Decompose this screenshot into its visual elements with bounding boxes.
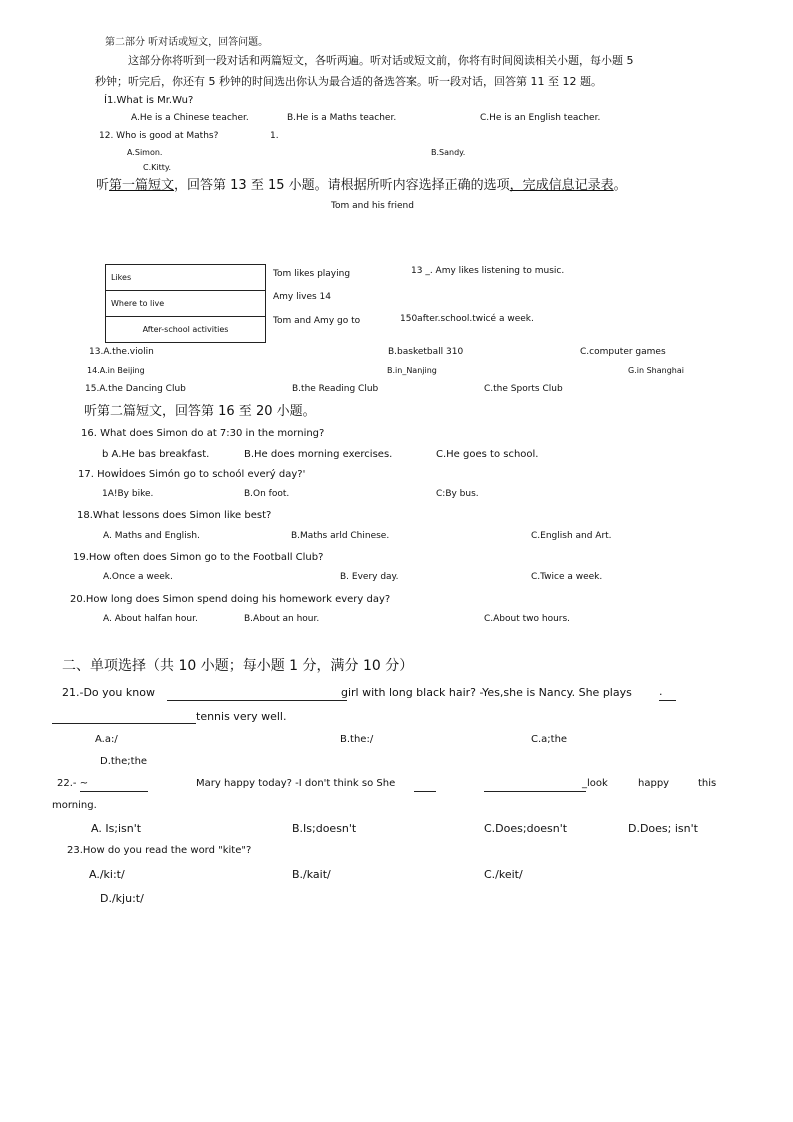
q18-option-a[interactable]: A. Maths and English. bbox=[103, 531, 200, 541]
table-row bbox=[106, 317, 266, 343]
q16-stem: 16. What does Simon do at 7:30 in the morning? bbox=[81, 428, 325, 439]
q22-option-b[interactable]: B.Is;doesn't bbox=[292, 822, 357, 835]
q22-text-part2: Mary happy today? -I don't think so She bbox=[196, 778, 396, 789]
q11-stem: Í1.What is Mr.Wu? bbox=[104, 95, 194, 106]
q15-option-c[interactable]: C.the Sports Club bbox=[484, 384, 563, 394]
q20-stem: 20.How long does Simon spend doing his homework every day? bbox=[70, 594, 391, 605]
q22-text-part4: happy bbox=[638, 778, 670, 789]
q16-option-b[interactable]: B.He does morning exercises. bbox=[244, 449, 393, 460]
q14-option-b[interactable]: B.in_Nanjing bbox=[387, 366, 437, 375]
q17-option-c[interactable]: C:By bus. bbox=[436, 489, 479, 499]
q17-option-a[interactable]: 1A!By bike. bbox=[102, 489, 154, 499]
q22-blank-3[interactable] bbox=[484, 791, 586, 792]
q13-option-c[interactable]: C.computer games bbox=[580, 347, 666, 357]
passage1-instr-part1: 听 bbox=[96, 178, 110, 193]
q11-option-a[interactable]: A.He is a Chinese teacher. bbox=[131, 113, 249, 123]
q17-stem: 17. Howİdoes Simón go to schoól everý day?' bbox=[78, 469, 306, 480]
q13-option-b[interactable]: B.basketball 310 bbox=[388, 347, 464, 357]
table-row bbox=[106, 265, 266, 291]
q21-option-a[interactable]: A.a:/ bbox=[95, 734, 118, 745]
q19-stem: 19.How often does Simon go to the Football Club? bbox=[73, 552, 324, 563]
q20-option-c[interactable]: C.About two hours. bbox=[484, 614, 571, 624]
q21-blank-1[interactable] bbox=[167, 700, 347, 701]
q14-option-c[interactable]: G.in Shanghai bbox=[628, 366, 684, 375]
table-row1-text: Tom likes playing bbox=[273, 269, 351, 279]
q14-option-a[interactable]: 14.A.in Beijing bbox=[87, 366, 145, 375]
q17-option-b[interactable]: B.On foot. bbox=[244, 489, 290, 499]
part2-instructions-line1: 这部分你将听到一段对话和两篇短文，各听两遍。听对话或短文前，你将有时间阅读相关小题，每小题 5 bbox=[128, 54, 634, 67]
q12-option-c[interactable]: C.Kitty. bbox=[143, 163, 172, 172]
passage1-instructions bbox=[96, 179, 627, 192]
q19-option-c[interactable]: C.Twice a week. bbox=[531, 572, 603, 582]
q21-text-part2: girl with long black hair? -Yes,she is Nancy. She plays bbox=[341, 686, 632, 699]
part2-heading: 第二部分 听对话或短文，回答问题。 bbox=[105, 37, 269, 48]
q12-mark: 1. bbox=[270, 131, 279, 141]
q18-option-b[interactable]: B.Maths arld Chinese. bbox=[291, 531, 390, 541]
q11-option-c[interactable]: C.He is an English teacher. bbox=[480, 113, 601, 123]
table-row2-text: Amy lives 14 bbox=[273, 292, 331, 302]
q19-option-a[interactable]: A.Once a week. bbox=[103, 572, 173, 582]
passage1-instr-part4: ，完成信息记录表 bbox=[509, 178, 614, 193]
q19-option-b[interactable]: B. Every day. bbox=[340, 572, 399, 582]
info-record-table bbox=[105, 264, 266, 343]
q22-option-a[interactable]: A. Is;isn't bbox=[91, 822, 142, 835]
q21-text-part4: tennis very well. bbox=[196, 710, 287, 723]
passage1-instr-part2: 第一篇短文 bbox=[109, 178, 175, 193]
q22-option-c[interactable]: C.Does;doesn't bbox=[484, 822, 568, 835]
passage1-instr-part5: 。 bbox=[613, 178, 627, 193]
q21-text-part3: . bbox=[659, 685, 663, 698]
q12-option-b[interactable]: B.Sandy. bbox=[431, 148, 466, 157]
section2-heading: 二、单项选择（共 10 小题；每小题 1 分，满分 10 分） bbox=[62, 658, 414, 674]
table-label-likes: Likes bbox=[106, 265, 266, 291]
table-row3-text: Tom and Amy go to bbox=[273, 316, 361, 326]
q12-option-a[interactable]: A.Simon. bbox=[127, 148, 163, 157]
q23-option-d[interactable]: D./kju:t/ bbox=[100, 892, 144, 905]
q18-stem: 18.What lessons does Simon like best? bbox=[77, 510, 272, 521]
q22-text-part6: morning. bbox=[52, 800, 97, 811]
q22-blank-1[interactable] bbox=[80, 791, 148, 792]
q23-stem: 23.How do you read the word "kite"? bbox=[67, 845, 252, 856]
q21-option-d[interactable]: D.the;the bbox=[100, 756, 148, 767]
table-row1-note: 13 _. Amy likes listening to music. bbox=[411, 266, 565, 276]
table-row3-note: 150after.school.twicé a week. bbox=[400, 314, 534, 324]
passage2-heading: 听第二篇短文，回答第 16 至 20 小题。 bbox=[84, 404, 316, 419]
q20-option-a[interactable]: A. About halfan hour. bbox=[103, 614, 198, 624]
table-label-activities: After-school activities bbox=[106, 317, 266, 343]
table-label-where: Where to live bbox=[106, 291, 266, 317]
q21-blank-2[interactable] bbox=[659, 700, 676, 701]
q21-option-c[interactable]: C.a;the bbox=[531, 734, 568, 745]
q22-option-d[interactable]: D.Does; isn't bbox=[628, 822, 698, 835]
q23-option-a[interactable]: A./ki:t/ bbox=[89, 868, 125, 881]
q22-blank-2[interactable] bbox=[414, 791, 436, 792]
q16-option-a[interactable]: b A.He bas breakfast. bbox=[102, 449, 210, 460]
q22-text-part5: this bbox=[698, 778, 717, 789]
q21-text-part1: 21.-Do you know bbox=[62, 686, 155, 699]
q22-text-part3: _look bbox=[582, 778, 608, 789]
q21-blank-3[interactable] bbox=[52, 723, 196, 724]
q11-option-b[interactable]: B.He is a Maths teacher. bbox=[287, 113, 397, 123]
q21-option-b[interactable]: B.the:/ bbox=[340, 734, 374, 745]
q16-option-c[interactable]: C.He goes to school. bbox=[436, 449, 539, 460]
q23-option-c[interactable]: C./keit/ bbox=[484, 868, 523, 881]
q13-option-a[interactable]: 13.A.the.violin bbox=[89, 347, 154, 357]
q15-option-a[interactable]: 15.A.the Dancing Club bbox=[85, 384, 186, 394]
q15-option-b[interactable]: B.the Reading Club bbox=[292, 384, 379, 394]
q23-option-b[interactable]: B./kait/ bbox=[292, 868, 331, 881]
passage1-title: Tom and his friend bbox=[331, 201, 414, 211]
table-row bbox=[106, 291, 266, 317]
passage1-instr-part3: ，回答第 13 至 15 小题。请根据所听内容选择正确的选项 bbox=[174, 178, 510, 193]
q12-stem: 12. Who is good at Maths? bbox=[99, 131, 219, 141]
q20-option-b[interactable]: B.About an hour. bbox=[244, 614, 320, 624]
part2-instructions-line2: 秒钟；听完后，你还有 5 秒钟的时间选出你认为最合适的备选答案。听一段对话，回答第 11 至 12 题。 bbox=[95, 75, 602, 88]
q18-option-c[interactable]: C.English and Art. bbox=[531, 531, 612, 541]
q22-text-part1: 22.- ~ bbox=[57, 778, 89, 789]
